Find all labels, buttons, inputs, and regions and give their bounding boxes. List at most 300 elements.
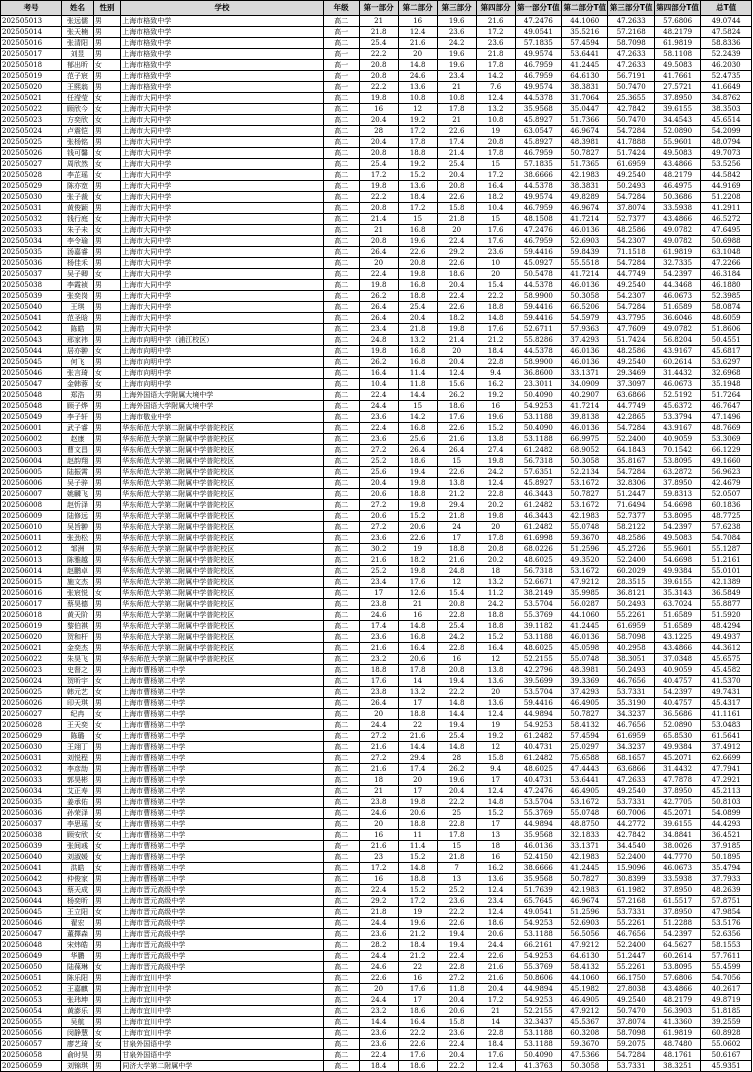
cell-part2-t: 48.3981: [562, 137, 608, 148]
cell-part3-t: 36.8121: [608, 588, 654, 599]
cell-gender: 男: [93, 951, 120, 962]
cell-part1: 23.6: [359, 1039, 398, 1050]
cell-part1-t: 50.4090: [515, 390, 561, 401]
header-part2-t[interactable]: 第二部分T值: [562, 1, 608, 16]
cell-part2-t: 45.1982: [562, 984, 608, 995]
cell-school: 上海市曹杨第二中学: [121, 676, 324, 687]
table-row[interactable]: [1, 643, 752, 654]
cell-part4: 22.6: [476, 951, 515, 962]
table-row[interactable]: [1, 841, 752, 852]
table-row[interactable]: [1, 522, 752, 533]
cell-part2-t: 41.7214: [562, 401, 608, 412]
header-part1-t[interactable]: 第一部分T值: [515, 1, 561, 16]
cell-student-name: 汤嘉睿: [62, 247, 94, 258]
cell-part2-t: 44.1060: [562, 16, 608, 27]
table-row[interactable]: [1, 610, 752, 621]
cell-gender: 女: [93, 1039, 120, 1050]
cell-part2: 16.8: [398, 225, 437, 236]
table-row[interactable]: [1, 93, 752, 104]
cell-part1: 23.4: [359, 324, 398, 335]
cell-part2-t: 37.4293: [562, 687, 608, 698]
cell-exam-id: 202506029: [1, 731, 62, 742]
cell-grade: 高二: [323, 335, 359, 346]
cell-school: 华东师范大学第二附属中学普陀校区: [121, 566, 324, 577]
cell-part1: 17.2: [359, 170, 398, 181]
table-row[interactable]: [1, 159, 752, 170]
cell-grade: 高二: [323, 434, 359, 445]
cell-part1-t: 44.5378: [515, 181, 561, 192]
cell-part4: 21.2: [476, 335, 515, 346]
table-row[interactable]: [1, 500, 752, 511]
cell-part3: 20: [437, 225, 476, 236]
cell-part1-t: 42.2796: [515, 665, 561, 676]
table-row[interactable]: [1, 577, 752, 588]
cell-school: 上海市大同中学: [121, 203, 324, 214]
table-row[interactable]: [1, 126, 752, 137]
cell-part2-t: 55.5518: [562, 258, 608, 269]
cell-exam-id: 202505048: [1, 401, 62, 412]
header-name[interactable]: 姓名: [62, 1, 94, 16]
header-part1[interactable]: 第一部分: [359, 1, 398, 16]
cell-student-name: 居亦翀: [62, 346, 94, 357]
cell-part1: 16: [359, 874, 398, 885]
cell-part4-t: 36.5686: [654, 709, 700, 720]
cell-part1: 23: [359, 852, 398, 863]
table-row[interactable]: [1, 874, 752, 885]
table-row[interactable]: [1, 390, 752, 401]
cell-part1-t: 47.2476: [515, 16, 561, 27]
table-row[interactable]: [1, 1061, 752, 1072]
cell-total-t: 46.7647: [701, 401, 752, 412]
table-row[interactable]: [1, 962, 752, 973]
header-part4-t[interactable]: 第四部分T值: [654, 1, 700, 16]
table-row[interactable]: [1, 335, 752, 346]
table-row[interactable]: [1, 313, 752, 324]
cell-grade: 高二: [323, 489, 359, 500]
cell-part2-t: 47.9212: [562, 1006, 608, 1017]
table-row[interactable]: [1, 1028, 752, 1039]
cell-part4: 21.6: [476, 973, 515, 984]
table-row[interactable]: [1, 203, 752, 214]
cell-student-name: 赵鹏卓: [62, 566, 94, 577]
cell-school: 上海市晋元高级中学: [121, 907, 324, 918]
cell-school: 上海市向明中学（浦江校区）: [121, 335, 324, 346]
table-row[interactable]: [1, 324, 752, 335]
cell-part4-t: 57.6806: [654, 16, 700, 27]
cell-part3: 20.8: [437, 181, 476, 192]
cell-part3: 20: [437, 346, 476, 357]
cell-part4: 20.6: [476, 929, 515, 940]
table-row[interactable]: [1, 27, 752, 38]
cell-part2-t: 42.1983: [562, 170, 608, 181]
table-row[interactable]: [1, 984, 752, 995]
cell-part3-t: 42.7842: [608, 830, 654, 841]
cell-student-name: 董擇森: [62, 929, 94, 940]
cell-part3-t: 40.2958: [608, 643, 654, 654]
cell-student-name: 张杨铭: [62, 137, 94, 148]
cell-grade: 高二: [323, 1039, 359, 1050]
table-row[interactable]: [1, 379, 752, 390]
cell-exam-id: 202506053: [1, 995, 62, 1006]
cell-part2-t: 54.5979: [562, 313, 608, 324]
table-row[interactable]: [1, 82, 752, 93]
cell-part1-t: 45.8927: [515, 137, 561, 148]
cell-part3-t: 37.8074: [608, 1017, 654, 1028]
cell-part3: 29.2: [437, 247, 476, 258]
table-row[interactable]: [1, 1050, 752, 1061]
cell-part3-t: 27.8038: [608, 984, 654, 995]
table-row[interactable]: [1, 555, 752, 566]
table-row[interactable]: [1, 896, 752, 907]
cell-part3-t: 53.7331: [608, 907, 654, 918]
cell-part4-t: 49.0782: [654, 225, 700, 236]
cell-exam-id: 202506025: [1, 687, 62, 698]
table-row[interactable]: [1, 566, 752, 577]
cell-part4: 16: [476, 401, 515, 412]
cell-part4-t: 39.6155: [654, 819, 700, 830]
cell-part1: 28: [359, 126, 398, 137]
table-row[interactable]: [1, 49, 752, 60]
table-row[interactable]: [1, 467, 752, 478]
table-row[interactable]: [1, 929, 752, 940]
header-gender[interactable]: 性别: [93, 1, 120, 16]
table-row[interactable]: [1, 764, 752, 775]
cell-part3-t: 42.7842: [608, 104, 654, 115]
cell-part4-t: 57.6806: [654, 973, 700, 984]
cell-student-name: 范子宸: [62, 71, 94, 82]
cell-student-name: 任滢莹: [62, 93, 94, 104]
cell-part3: 20.4: [437, 1050, 476, 1061]
cell-grade: 高二: [323, 654, 359, 665]
header-part3[interactable]: 第三部分: [437, 1, 476, 16]
table-row[interactable]: [1, 995, 752, 1006]
cell-part1-t: 45.0927: [515, 258, 561, 269]
table-row[interactable]: [1, 511, 752, 522]
cell-part2-t: 34.0909: [562, 379, 608, 390]
cell-part1: 24.6: [359, 808, 398, 819]
cell-grade: 高一: [323, 841, 359, 852]
table-row[interactable]: [1, 753, 752, 764]
cell-grade: 高二: [323, 412, 359, 423]
cell-gender: 男: [93, 456, 120, 467]
table-row[interactable]: [1, 775, 752, 786]
cell-part1: 21.8: [359, 907, 398, 918]
cell-total-t: 52.4735: [701, 71, 752, 82]
cell-part3-t: 63.6866: [608, 390, 654, 401]
cell-part3-t: 52.7377: [608, 511, 654, 522]
cell-part4-t: 61.9819: [654, 247, 700, 258]
header-part4[interactable]: 第四部分: [476, 1, 515, 16]
cell-part2: 18.6: [398, 1061, 437, 1072]
cell-part4: 20: [476, 269, 515, 280]
cell-part4-t: 53.8095: [654, 456, 700, 467]
table-row[interactable]: [1, 951, 752, 962]
table-row[interactable]: [1, 258, 752, 269]
table-row[interactable]: [1, 599, 752, 610]
table-row[interactable]: [1, 71, 752, 82]
cell-exam-id: 202505013: [1, 16, 62, 27]
table-row[interactable]: [1, 170, 752, 181]
table-row[interactable]: [1, 698, 752, 709]
cell-part2: 11.4: [398, 841, 437, 852]
cell-gender: 女: [93, 841, 120, 852]
cell-part1: 27.2: [359, 500, 398, 511]
table-row[interactable]: [1, 489, 752, 500]
cell-part2: 18.4: [398, 940, 437, 951]
cell-school: 甘泉外国语中学: [121, 1050, 324, 1061]
table-row[interactable]: [1, 280, 752, 291]
cell-part4: 23.6: [476, 247, 515, 258]
cell-part1-t: 53.1188: [515, 929, 561, 940]
cell-part4-t: 70.1542: [654, 445, 700, 456]
cell-part1: 24.8: [359, 335, 398, 346]
table-row[interactable]: [1, 786, 752, 797]
cell-grade: 高二: [323, 357, 359, 368]
table-row[interactable]: [1, 720, 752, 731]
cell-part2-t: 46.0136: [562, 423, 608, 434]
cell-part2: 18.6: [398, 1006, 437, 1017]
cell-part2-t: 46.0136: [562, 346, 608, 357]
cell-part4: 24.2: [476, 467, 515, 478]
table-row[interactable]: [1, 940, 752, 951]
table-row[interactable]: [1, 731, 752, 742]
cell-part2-t: 46.9674: [562, 896, 608, 907]
cell-part3: 24: [437, 522, 476, 533]
cell-part3: 25.4: [437, 621, 476, 632]
table-row[interactable]: [1, 291, 752, 302]
table-row[interactable]: [1, 269, 752, 280]
cell-part2: 18.6: [398, 456, 437, 467]
table-row[interactable]: [1, 918, 752, 929]
cell-part3-t: 43.7795: [608, 313, 654, 324]
table-row[interactable]: [1, 137, 752, 148]
cell-exam-id: 202506040: [1, 852, 62, 863]
table-row[interactable]: [1, 434, 752, 445]
table-row[interactable]: [1, 247, 752, 258]
cell-part1: 16: [359, 830, 398, 841]
cell-gender: 女: [93, 907, 120, 918]
cell-exam-id: 202506034: [1, 786, 62, 797]
cell-part4-t: 54.2397: [654, 929, 700, 940]
cell-part4: 23.4: [476, 896, 515, 907]
cell-part3: 18.2: [437, 313, 476, 324]
table-row[interactable]: [1, 478, 752, 489]
cell-part3-t: 54.7284: [608, 126, 654, 137]
cell-exam-id: 202506030: [1, 742, 62, 753]
table-row[interactable]: [1, 665, 752, 676]
cell-part2: 14.8: [398, 863, 437, 874]
table-row[interactable]: [1, 16, 752, 27]
cell-part2: 22: [398, 720, 437, 731]
cell-gender: 女: [93, 148, 120, 159]
cell-part2: 11.8: [398, 379, 437, 390]
table-row[interactable]: [1, 236, 752, 247]
table-row[interactable]: [1, 445, 752, 456]
cell-exam-id: 202506050: [1, 962, 62, 973]
cell-exam-id: 202506002: [1, 434, 62, 445]
cell-grade: 高二: [323, 819, 359, 830]
cell-school: 上海市大同中学: [121, 225, 324, 236]
cell-part2: 16: [398, 973, 437, 984]
cell-total-t: 45.6514: [701, 115, 752, 126]
table-row[interactable]: [1, 115, 752, 126]
cell-part1: 21: [359, 16, 398, 27]
cell-grade: 高二: [323, 104, 359, 115]
cell-part1-t: 52.2155: [515, 654, 561, 665]
table-row[interactable]: [1, 104, 752, 115]
cell-student-name: 施文杰: [62, 577, 94, 588]
header-exam-id[interactable]: 考号: [1, 1, 62, 16]
table-row[interactable]: [1, 973, 752, 984]
header-school[interactable]: 学校: [121, 1, 324, 16]
table-row[interactable]: [1, 852, 752, 863]
cell-grade: 高二: [323, 544, 359, 555]
table-row[interactable]: [1, 588, 752, 599]
table-row[interactable]: [1, 148, 752, 159]
header-grade[interactable]: 年级: [323, 1, 359, 16]
cell-part3: 22.6: [437, 192, 476, 203]
table-row[interactable]: [1, 346, 752, 357]
cell-total-t: 47.7941: [701, 764, 752, 775]
cell-part3: 23.6: [437, 1028, 476, 1039]
cell-grade: 高二: [323, 390, 359, 401]
table-row[interactable]: [1, 621, 752, 632]
table-row[interactable]: [1, 709, 752, 720]
cell-part2: 18.8: [398, 709, 437, 720]
cell-part4-t: 64.5627: [654, 940, 700, 951]
cell-school: 同济大学第二附属中学: [121, 1061, 324, 1072]
cell-part4: 17: [476, 819, 515, 830]
cell-part1-t: 44.9894: [515, 709, 561, 720]
cell-part4-t: 45.2071: [654, 808, 700, 819]
cell-part1: 17.2: [359, 863, 398, 874]
table-row[interactable]: [1, 742, 752, 753]
table-row[interactable]: [1, 819, 752, 830]
cell-exam-id: 202506003: [1, 445, 62, 456]
table-row[interactable]: [1, 423, 752, 434]
table-row[interactable]: [1, 214, 752, 225]
table-row[interactable]: [1, 830, 752, 841]
table-row[interactable]: [1, 533, 752, 544]
table-row[interactable]: [1, 1006, 752, 1017]
table-row[interactable]: [1, 368, 752, 379]
table-row[interactable]: [1, 192, 752, 203]
cell-student-name: 何飞: [62, 357, 94, 368]
cell-school: 上海市曹杨第二中学: [121, 742, 324, 753]
cell-part1-t: 48.6025: [515, 643, 561, 654]
cell-part1: 21: [359, 225, 398, 236]
cell-grade: 高二: [323, 863, 359, 874]
table-row[interactable]: [1, 687, 752, 698]
cell-part3: 26.2: [437, 390, 476, 401]
cell-part4: 18.8: [476, 610, 515, 621]
cell-part1-t: 36.8600: [515, 368, 561, 379]
cell-school: 华东师范大学第二附属中学普陀校区: [121, 599, 324, 610]
cell-part4: 20.4: [476, 984, 515, 995]
table-row[interactable]: [1, 885, 752, 896]
cell-school: 上海市格致中学: [121, 27, 324, 38]
cell-grade: 高二: [323, 258, 359, 269]
cell-part4-t: 44.3468: [654, 280, 700, 291]
cell-part2: 19.2: [398, 159, 437, 170]
cell-part4: 9.4: [476, 368, 515, 379]
table-row[interactable]: [1, 357, 752, 368]
cell-total-t: 35.4794: [701, 863, 752, 874]
cell-gender: 男: [93, 995, 120, 1006]
cell-part1: 27.2: [359, 753, 398, 764]
cell-part3: 14.8: [437, 698, 476, 709]
table-row[interactable]: [1, 654, 752, 665]
cell-grade: 高二: [323, 984, 359, 995]
cell-total-t: 61.5641: [701, 731, 752, 742]
table-row[interactable]: [1, 544, 752, 555]
table-row[interactable]: [1, 225, 752, 236]
cell-part1-t: 40.4731: [515, 775, 561, 786]
cell-part1: 19.8: [359, 181, 398, 192]
cell-school: 华东师范大学第二附属中学普陀校区: [121, 445, 324, 456]
table-row[interactable]: [1, 808, 752, 819]
cell-total-t: 35.1948: [701, 379, 752, 390]
cell-part1-t: 55.8286: [515, 335, 561, 346]
table-row[interactable]: [1, 302, 752, 313]
cell-total-t: 46.5272: [701, 214, 752, 225]
cell-school: 上海市曹杨第二中学: [121, 874, 324, 885]
cell-student-name: 杨奕昕: [62, 896, 94, 907]
cell-grade: 高一: [323, 71, 359, 82]
cell-school: 华东师范大学第二附属中学普陀校区: [121, 456, 324, 467]
cell-part1-t: 35.9568: [515, 830, 561, 841]
table-row[interactable]: [1, 676, 752, 687]
cell-part2: 19.8: [398, 478, 437, 489]
cell-gender: 女: [93, 709, 120, 720]
cell-part1-t: 47.2476: [515, 786, 561, 797]
table-row[interactable]: [1, 1039, 752, 1050]
cell-part3: 15.6: [437, 379, 476, 390]
table-row[interactable]: [1, 412, 752, 423]
header-part3-t[interactable]: 第三部分T值: [608, 1, 654, 16]
cell-part3-t: 71.1518: [608, 247, 654, 258]
cell-total-t: 56.9623: [701, 467, 752, 478]
cell-grade: 高二: [323, 808, 359, 819]
cell-part2-t: 42.1983: [562, 885, 608, 896]
cell-student-name: 黄澎乐: [62, 1006, 94, 1017]
table-row[interactable]: [1, 60, 752, 71]
cell-part3: 19.4: [437, 720, 476, 731]
table-row[interactable]: [1, 401, 752, 412]
cell-part3-t: 71.6494: [608, 500, 654, 511]
table-row[interactable]: [1, 797, 752, 808]
table-row[interactable]: [1, 907, 752, 918]
table-row[interactable]: [1, 632, 752, 643]
cell-part1-t: 61.2482: [515, 445, 561, 456]
header-part2[interactable]: 第二部分: [398, 1, 437, 16]
table-row[interactable]: [1, 456, 752, 467]
table-row[interactable]: [1, 38, 752, 49]
table-row[interactable]: [1, 1017, 752, 1028]
cell-grade: 高二: [323, 1061, 359, 1072]
cell-gender: 男: [93, 49, 120, 60]
cell-total-t: 53.6297: [701, 357, 752, 368]
cell-school: 华东师范大学第二附属中学普陀校区: [121, 434, 324, 445]
cell-part1: 18.8: [359, 665, 398, 676]
cell-part4-t: 37.8950: [654, 885, 700, 896]
table-row[interactable]: [1, 181, 752, 192]
table-row[interactable]: [1, 863, 752, 874]
cell-gender: 男: [93, 236, 120, 247]
header-total-t[interactable]: 总T值: [701, 1, 752, 16]
cell-part4-t: 43.9167: [654, 423, 700, 434]
cell-part2-t: 59.3670: [562, 533, 608, 544]
